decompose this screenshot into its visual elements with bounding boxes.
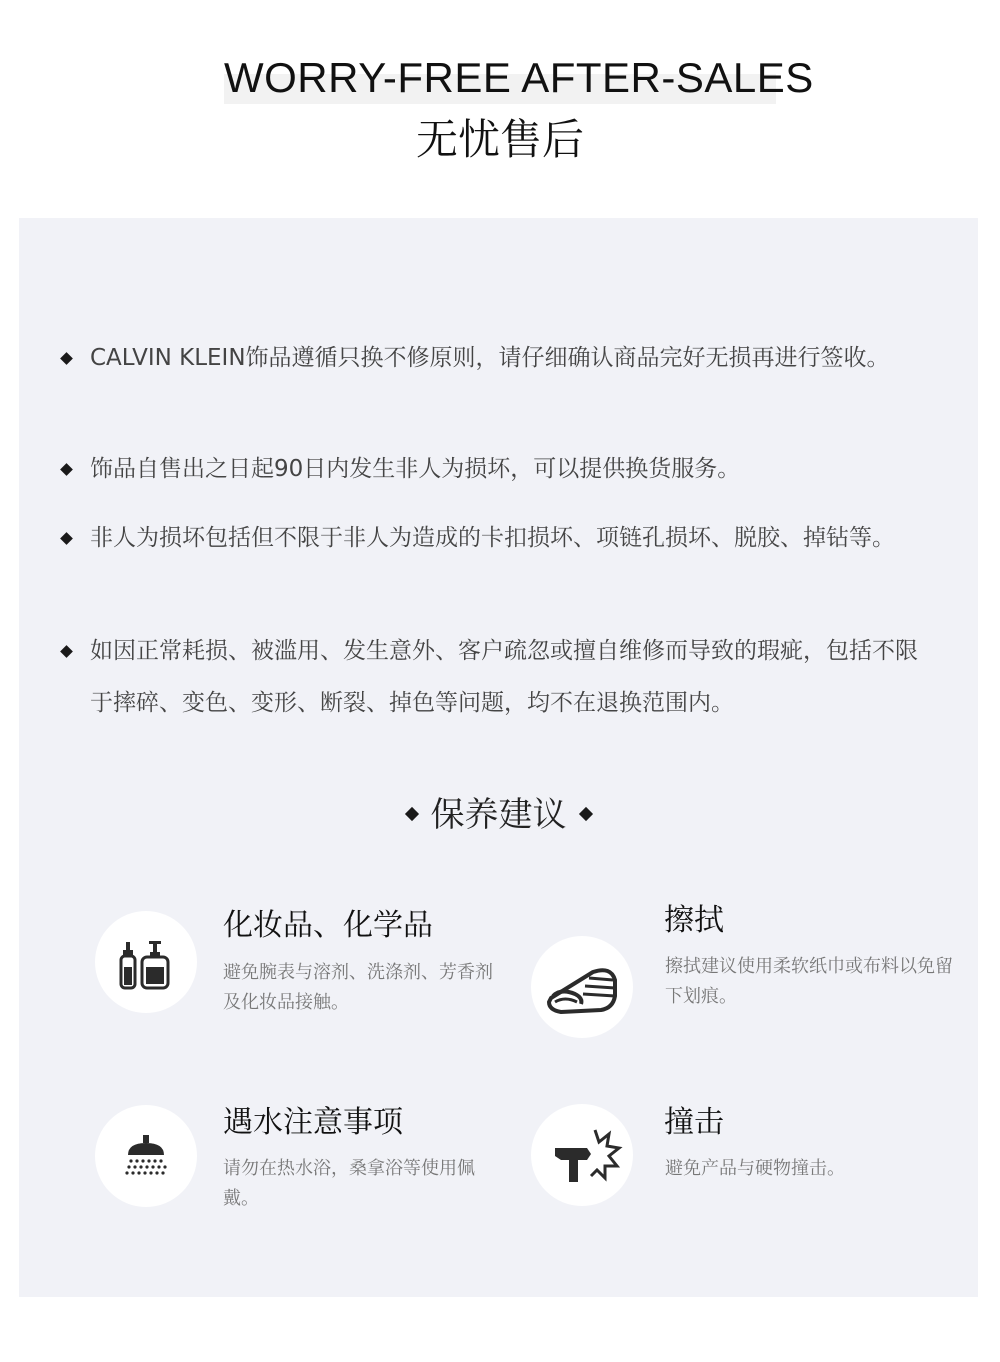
title-english: WORRY-FREE AFTER-SALES [224, 54, 814, 101]
shower-icon [95, 1105, 197, 1207]
care-heading: 遇水注意事项 [223, 1105, 403, 1140]
after-sales-panel [19, 218, 978, 1297]
care-section-title [19, 790, 978, 840]
care-title-text: 保养建议 [430, 795, 567, 835]
care-description: 擦拭建议使用柔软纸巾或布料以免留下划痕。 [665, 956, 953, 1007]
title-en-wrap [224, 52, 814, 104]
care-description: 避免产品与硬物撞击。 [665, 1158, 845, 1179]
cosmetics-bottles-icon [95, 911, 197, 1013]
care-description: 避免腕表与溶剂、洗涤剂、芳香剂及化妆品接触。 [223, 962, 493, 1013]
bullet-diamond-icon [60, 463, 73, 476]
bullet-diamond-icon [60, 352, 73, 365]
folded-cloth-icon [531, 936, 633, 1038]
title-diamond-icon [404, 806, 418, 820]
care-heading: 撞击 [664, 1105, 724, 1140]
policy-text: 如因正常耗损、被滥用、发生意外、客户疏忽或擅自维修而导致的瑕疵，包括不限于摔碎、变色、变形、断裂、掉色等问题，均不在退换范围内。 [90, 638, 918, 716]
title-chinese: 无忧售后 [415, 115, 584, 164]
care-heading: 化妆品、化学品 [223, 908, 433, 943]
bullet-diamond-icon [60, 532, 73, 545]
care-heading: 擦拭 [664, 903, 724, 938]
title-diamond-icon [578, 806, 592, 820]
policy-text: CALVIN KLEIN饰品遵循只换不修原则，请仔细确认商品完好无损再进行签收。 [90, 345, 890, 371]
bullet-diamond-icon [60, 645, 73, 658]
header [0, 0, 1000, 218]
policy-text: 饰品自售出之日起90日内发生非人为损坏，可以提供换货服务。 [90, 456, 741, 482]
care-description: 请勿在热水浴，桑拿浴等使用佩戴。 [223, 1158, 475, 1209]
policy-text: 非人为损坏包括但不限于非人为造成的卡扣损坏、项链孔损坏、脱胶、掉钻等。 [90, 525, 895, 551]
hammer-impact-icon [531, 1104, 633, 1206]
